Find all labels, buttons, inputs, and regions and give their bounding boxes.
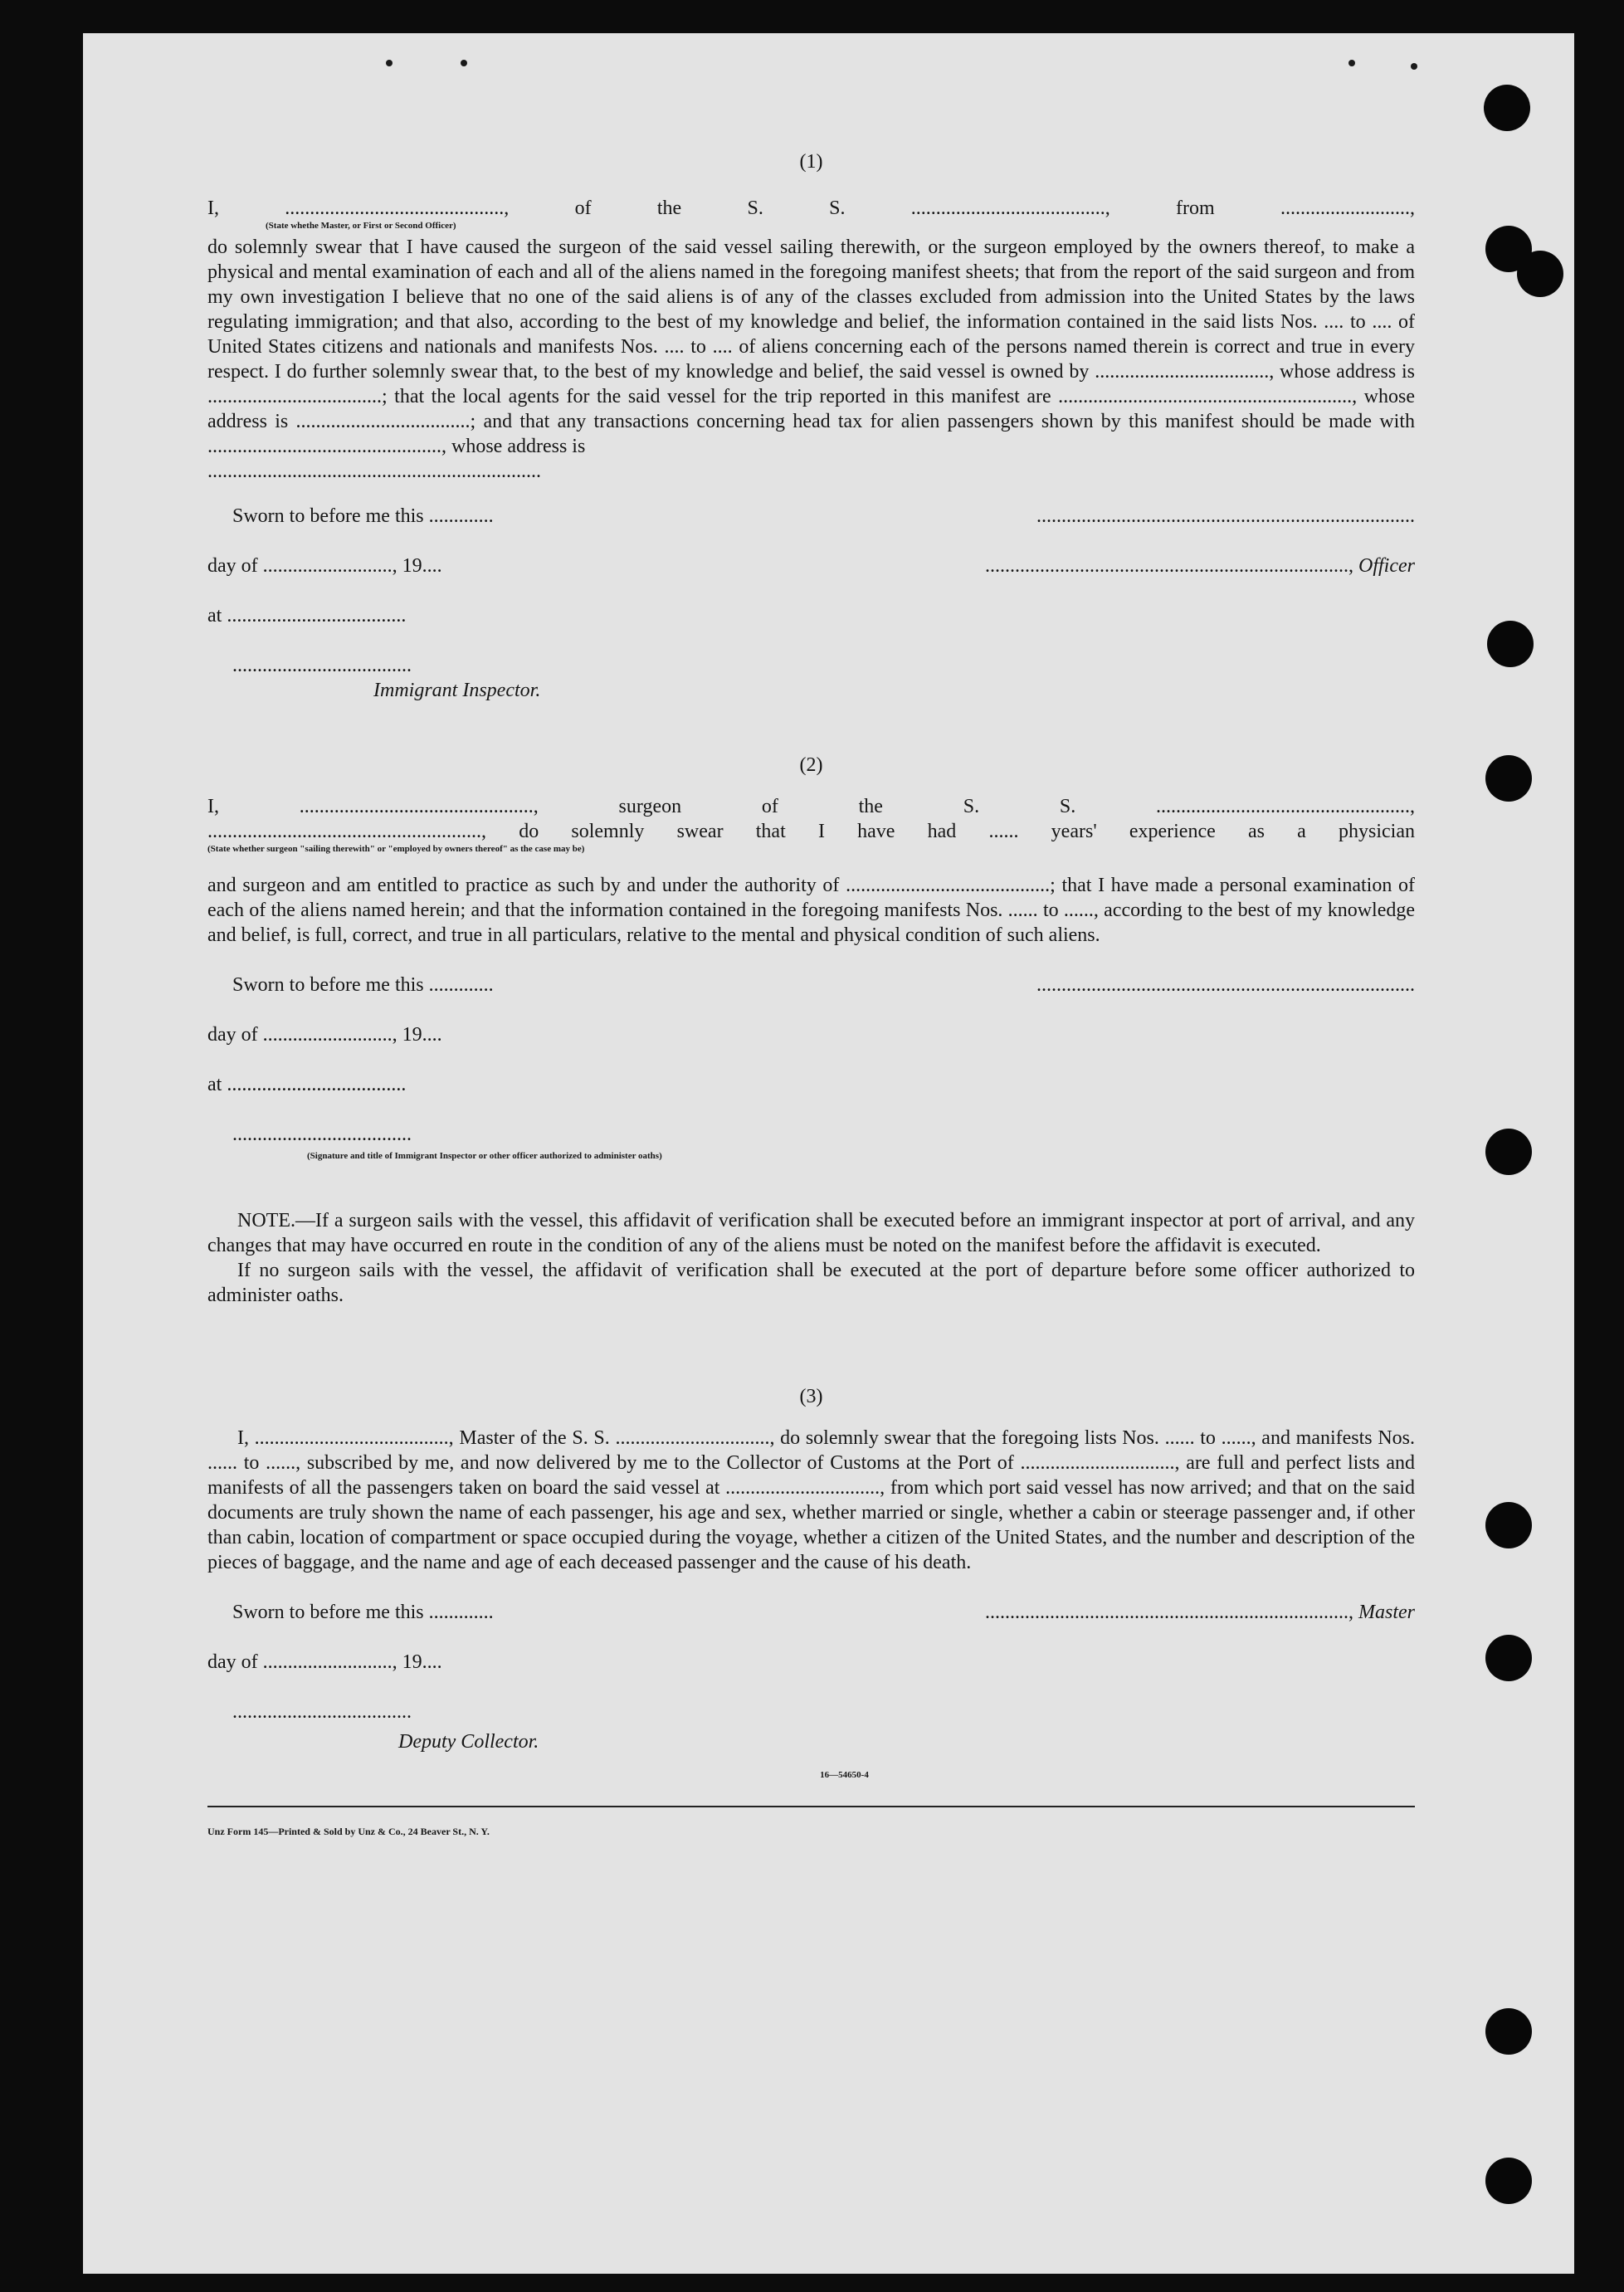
master-line: [884, 1600, 1415, 1650]
at-line-1: at ....................................: [207, 605, 407, 627]
deputy-collector-label: Deputy Collector.: [398, 1731, 539, 1753]
immigrant-inspector-label: Immigrant Inspector.: [373, 680, 541, 701]
binding-hole: [1485, 1635, 1532, 1681]
ink-speck: [1348, 60, 1355, 66]
oath-body-2: and surgeon and am entitled to practice as such by and under the authority of .........................................; that I have made a personal examination of each of the aliens named herein; and that the information contained in the foregoing manifests Nos. ...... to ......, according to the best of my knowledge and belief, is full, correct, and true in all particulars, relative to the mental and physical condition of such aliens.: [207, 875, 1415, 946]
master-dots: .........................................................................,: [985, 1602, 1358, 1623]
master-label: Master: [1358, 1602, 1415, 1623]
binding-hole: [1484, 85, 1530, 131]
binding-hole: [1517, 251, 1563, 297]
sworn-line-3: Sworn to before me this .............: [232, 1602, 494, 1623]
surgeon-declaration-line: I, ..............................................., surgeon of the S. S. ...................................................,: [207, 796, 1415, 817]
binding-hole: [1485, 2158, 1532, 2204]
binding-hole: [1485, 1129, 1532, 1175]
officer-signature-dots: ............................................................................: [1036, 505, 1415, 527]
declarant-prefix: I, .: [207, 198, 290, 219]
sworn-block-1: [207, 504, 1415, 703]
footer-rule: [207, 1806, 1415, 1807]
collector-signature-dots: ....................................: [232, 1701, 412, 1723]
master-declaration-line: [207, 196, 1415, 221]
section-1-heading: (1): [799, 151, 823, 173]
surgeon-caption: (State whether surgeon "sailing therewith" or "employed by owners thereof" as the case may be): [207, 844, 585, 854]
binding-hole: [1485, 2008, 1532, 2055]
sworn-line-2: Sworn to before me this .............: [232, 974, 494, 996]
vessel-from-line: , of the S. S. ......................................., from ..........................,: [504, 198, 1415, 219]
day-line-2: day of .........................., 19....: [207, 1024, 442, 1046]
surgeon-experience-line: ......................................................., do solemnly swear that I have had ...... years' experience as a physician: [207, 821, 1415, 842]
oath-body-3: I, ......................................., Master of the S. S. ..............................., do solemnly swear that the foregoing lists Nos. ...... to ......, and manifests Nos. ...... to ......, subscribed by me, and now delivered by me to the Collector of Customs at the Port of ..............................., are full and perfect lists and manifests of all the passengers taken on board the said vessel at ..............................., from which port said vessel has now arrived; and that on the said documents are truly shown the name of each passenger, his age and sex, whether married or single, whether a cabin or steerage passenger and, if other than cabin, location of compartment or space occupied during the voyage, whether a citizen of the United States, and the number and description of the pieces of baggage, and the name and age of each deceased passenger and the cause of his death.: [207, 1427, 1415, 1573]
at-line-2: at ....................................: [207, 1074, 407, 1095]
note-paragraph: NOTE.—If a surgeon sails with the vessel, this affidavit of verification shall be executed before an immigrant inspector at port of arrival, and any changes that may have occurred en route in the condition of any of the aliens must be noted on the manifest before the affidavit is executed.: [207, 1210, 1415, 1256]
section-3-heading: (3): [799, 1386, 823, 1407]
binding-hole: [1485, 755, 1532, 802]
oath-body-1: do solemnly swear that I have caused the surgeon of the said vessel sailing therewith, or the surgeon employed by the owners thereof, to make a physical and mental examination of each and all of the aliens named in the foregoing manifest sheets; that from the report of the said surgeon and from my own investigation I believe that no one of the said aliens is of any of the classes excluded from admission into the United States by the laws regulating immigration; and that also, according to the best of my knowledge and belief, the information contained in the said lists Nos. .... to .... of United States citizens and nationals and manifests Nos. .... to .... of aliens concerning each of the persons named therein is correct and true in every respect. I do further solemnly swear that, to the best of my knowledge and belief, the said vessel is owned by ..................................., whose address is ...................................; that the local agents for the said vessel for the trip reported in this manifest are ..........................................................., whose address is ...................................; and that any transactions concerning head tax for alien passengers shown by this manifest should be made with ..............................................., whose address is: [207, 237, 1415, 457]
sworn-block-3: [207, 1600, 1415, 1754]
officer-line: [884, 553, 1415, 603]
surgeon-witness-dots: ....................................: [232, 1124, 412, 1145]
form-content: [207, 149, 1415, 1844]
ink-speck: [1411, 63, 1417, 70]
sworn-block-2: [207, 973, 1415, 1193]
sworn-line-1: Sworn to before me this .............: [232, 505, 494, 527]
section-2-heading: (2): [799, 754, 823, 776]
ink-speck: [461, 60, 467, 66]
form-number: 16—54650-4: [820, 1770, 869, 1780]
ink-speck: [386, 60, 393, 66]
note-paragraph-2: If no surgeon sails with the vessel, the affidavit of verification shall be executed at the port of departure before some officer authorized to administer oaths.: [207, 1260, 1415, 1306]
inspector-signature-dots: ....................................: [232, 655, 412, 676]
surgeon-signature-dots: ............................................................................: [1036, 974, 1415, 996]
officer-label: Officer: [1358, 555, 1415, 577]
declarant-dots: ...........................................: [290, 198, 505, 219]
day-line-1: day of .........................., 19....: [207, 555, 442, 577]
day-line-3: day of .........................., 19....: [207, 1651, 442, 1673]
witness-caption: (Signature and title of Immigrant Inspector or other officer authorized to administer oaths): [307, 1151, 662, 1161]
oath-body-1-end: ...................................................................: [207, 461, 541, 482]
printer-footer: Unz Form 145—Printed & Sold by Unz & Co., 24 Beaver St., N. Y.: [207, 1826, 490, 1837]
officer-dots: .........................................................................,: [985, 555, 1359, 577]
binding-hole: [1485, 1502, 1532, 1548]
binding-hole: [1487, 621, 1534, 667]
form-page: [83, 33, 1574, 2274]
declarant-caption: (State whethe Master, or First or Second Officer): [266, 221, 456, 231]
